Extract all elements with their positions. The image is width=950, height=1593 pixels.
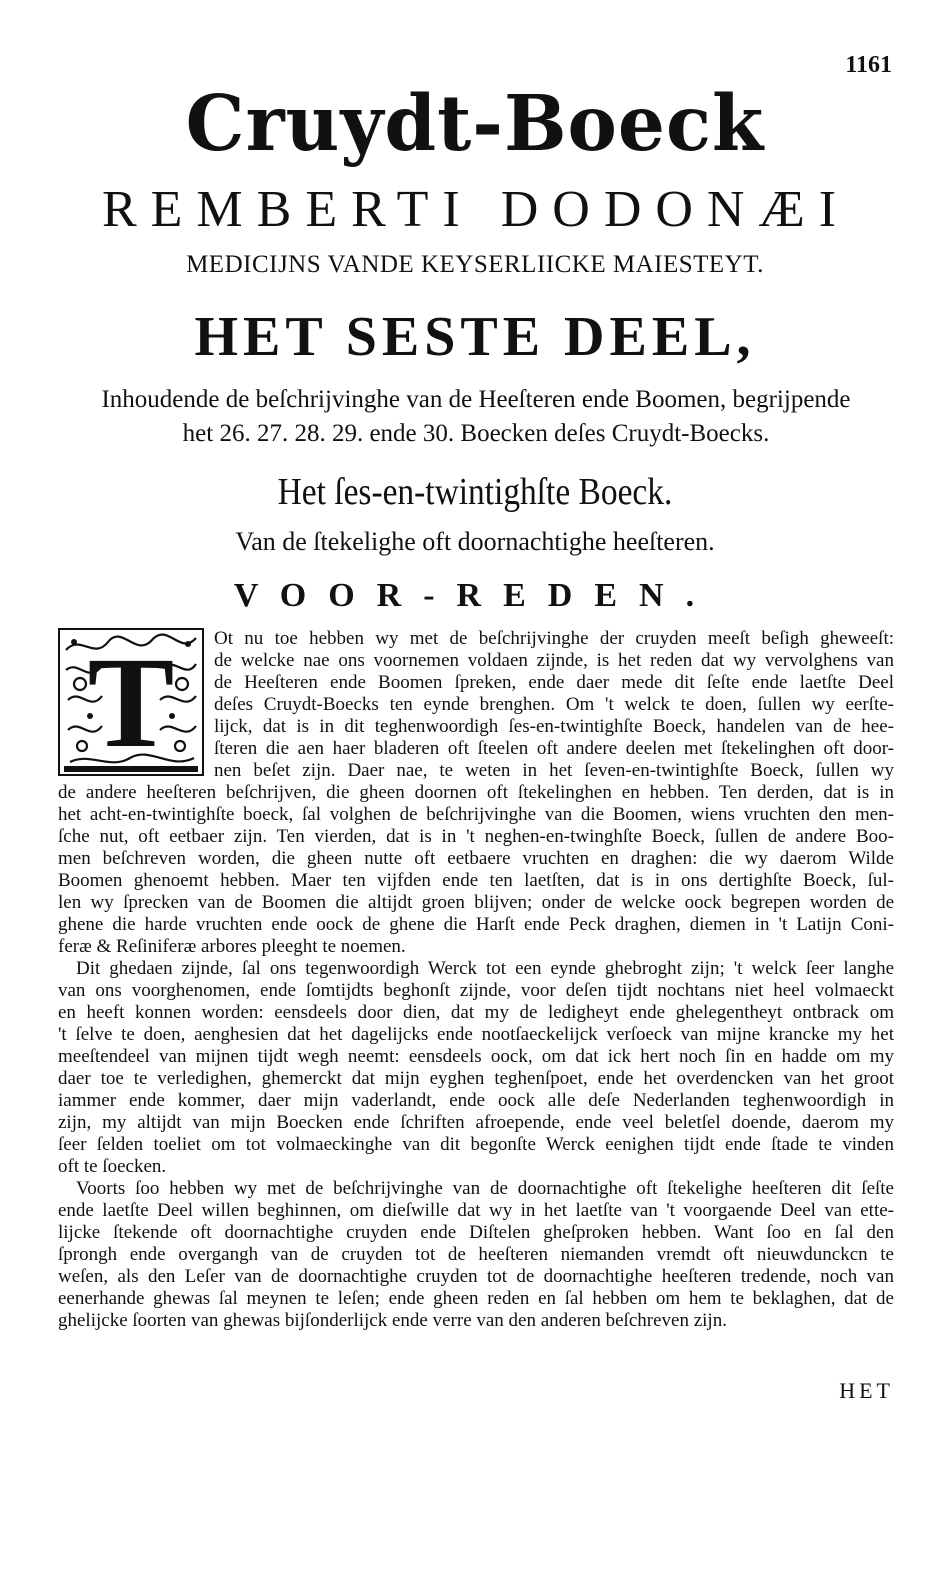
text-line: de Heeſteren ende Boomen ſpreken, ende daer mede dit ſeſte ende laetſte Deel bbox=[214, 672, 894, 693]
text-line: de andere heeſteren beſchrijven, die gheen doornen oft ſtekelinghen en hebben. Ten derden, dat is in bbox=[58, 782, 894, 803]
contents-line: Inhoudende de beſchrijvinghe van de Heeſteren ende Boomen, begrijpende bbox=[101, 386, 851, 413]
text-line: en heeft konnen worden: eensdeels door dien, dat my de ledigheyt ende ghelegentheyt ontbrack om bbox=[58, 1002, 894, 1023]
text-line: Dit ghedaen zijnde, ſal ons tegenwoordigh Werck tot een eynde ghebroght zijn; 't welck ſeer langhe bbox=[76, 958, 894, 979]
text-line: ende laetſte Deel willen beghinnen, om dieſwille dat wy in het laetſte van 't voorgaende Deel van ette- bbox=[58, 1200, 894, 1221]
text-line: nen beſet zijn. Daer nae, te weten in het ſeven-en-twintighſte Boeck, ſullen wy bbox=[214, 760, 894, 781]
text-line: ghene die harde vruchten ende oock de ghene die Harſt ende Peck draghen, diemen in 't Latijn Coni- bbox=[58, 914, 894, 935]
text-line: eenerhande ghewas ſal meynen te leſen; ende gheen reden en ſal hebben om hem te beklaghen, dat de bbox=[58, 1288, 894, 1309]
book-subtitle: Van de ſtekelighe oft doornachtighe heeſteren. bbox=[235, 527, 715, 556]
part-title: HET SESTE DEEL, bbox=[194, 306, 756, 368]
text-line: feræ & Reſiniferæ arbores pleeght te noemen. bbox=[58, 936, 406, 957]
text-line: len wy ſprecken van de Boomen die altijdt groen blijven; onder de welcke oock begrepen worden de bbox=[58, 892, 894, 913]
text-line: daer toe te verledighen, ghemerckt dat mijn eyghen teghenſpoet, ende het overdencken van het groot bbox=[58, 1068, 894, 1089]
book-title: Het ſes-en-twintighſte Boeck. bbox=[277, 471, 673, 513]
text-line: meeſtendeel van mijnen tijdt wegh neemt: eensdeels oock, om dat ick hert noch ſin en hadde om my bbox=[58, 1046, 894, 1067]
author-name: REMBERTI DODONÆI bbox=[101, 181, 851, 238]
text-line: Boomen ghenoemt hebben. Maer ten vijfden ende ten laetſten, dat is in ons dertighſte Boeck, ſul- bbox=[58, 870, 894, 891]
text-line: zijn, my altijdt van mijn Boecken ende ſchriften afroepende, ende veel beletſel doende, daerom my bbox=[58, 1112, 894, 1133]
text-line: 't ſelve te doen, aenghesien dat het dagelijcks ende nootſaeckelijck verſoeck van mijne krancke my het bbox=[58, 1024, 894, 1045]
text-line: Ot nu toe hebben wy met de beſchrijvinghe der cruyden meeſt beſigh gheweeſt: bbox=[214, 628, 894, 649]
text-line: ſche nut, oft eetbaer zijn. Ten vierden, dat is in 't neghen-en-twinghſte Boeck, ſullen de andere Boo- bbox=[58, 826, 894, 847]
contents-description bbox=[56, 383, 896, 451]
text-line: ghelijcke ſoorten van ghewas bijſonderlijck ende verre van den anderen beſchreven zijn. bbox=[58, 1310, 727, 1331]
text-line: deſes Cruydt-Boecks ten eynde brenghen. Om 't welck te doen, ſullen wy eerſte- bbox=[214, 694, 894, 715]
text-line: men beſchreven worden, die gheen nutte oft eetbaere vruchten en draghen: die wy daerom Wilde bbox=[58, 848, 894, 869]
preface-title: VOOR-REDEN. bbox=[233, 577, 717, 614]
contents-line: het 26. 27. 28. 29. ende 30. Boecken deſes Cruydt-Boecks. bbox=[182, 420, 770, 447]
text-line: iammer ende kommer, daer mijn vaderlandt, ende oock alle deſe Nederlanden teghenwoordigh in bbox=[58, 1090, 894, 1111]
initial-letter: T bbox=[87, 631, 175, 775]
running-title: Cruydt-Boeck bbox=[185, 79, 765, 169]
page-number: 1161 bbox=[845, 52, 892, 78]
decorated-initial bbox=[58, 628, 204, 776]
text-line: ſteren die aen haer bladeren oft ſteelen oft andere deelen met ſtekelinghen oft door- bbox=[214, 738, 894, 759]
text-line: weſen, als den Leſer van de doornachtighe cruyden tot de doornachtighe heeſteren tredende, noch van bbox=[58, 1266, 894, 1287]
text-line: lijcke ſtekende oft doornachtighe cruyden ende Diſtelen gheſproken hebben. Want ſoo en ſal den bbox=[58, 1222, 894, 1243]
text-line: lijck, dat is in dit teghenwoordigh ſes-en-twintighſte Boeck, handelen van de hee- bbox=[214, 716, 894, 737]
catchword: HET bbox=[839, 1378, 894, 1403]
text-line: ſprongh ende overgangh van de cruyden tot de heeſteren niemanden vremdt oft nieuwdunckcn te bbox=[58, 1244, 894, 1265]
text-line: ſeer ſelden toeliet om tot volmaeckinghe van dit begonſte Werck eenighen tijdt ende ſtade te vinden bbox=[58, 1134, 894, 1155]
text-line: de welcke nae ons voornemen voldaen zijnde, is het reden dat wy vervolghens van bbox=[214, 650, 894, 671]
text-line: van ons voorghenomen, ende ſomtijdts beghonſt zijnde, voor deſen tijdt nochtans niet heel volmaeckt bbox=[58, 980, 894, 1001]
text-line: het acht-en-twintighſte boeck, ſal volghen de beſchrijvinghe van die Boomen, wiens vruchten den men- bbox=[58, 804, 894, 825]
text-line: oft te ſoecken. bbox=[58, 1156, 167, 1177]
text-line: Voorts ſoo hebben wy met de beſchrijvinghe van de doornachtighe oft ſtekelighe heeſteren dit ſeſte bbox=[76, 1178, 894, 1199]
author-title: MEDICIJNS VANDE KEYSERLIICKE MAIESTEYT. bbox=[186, 251, 764, 278]
